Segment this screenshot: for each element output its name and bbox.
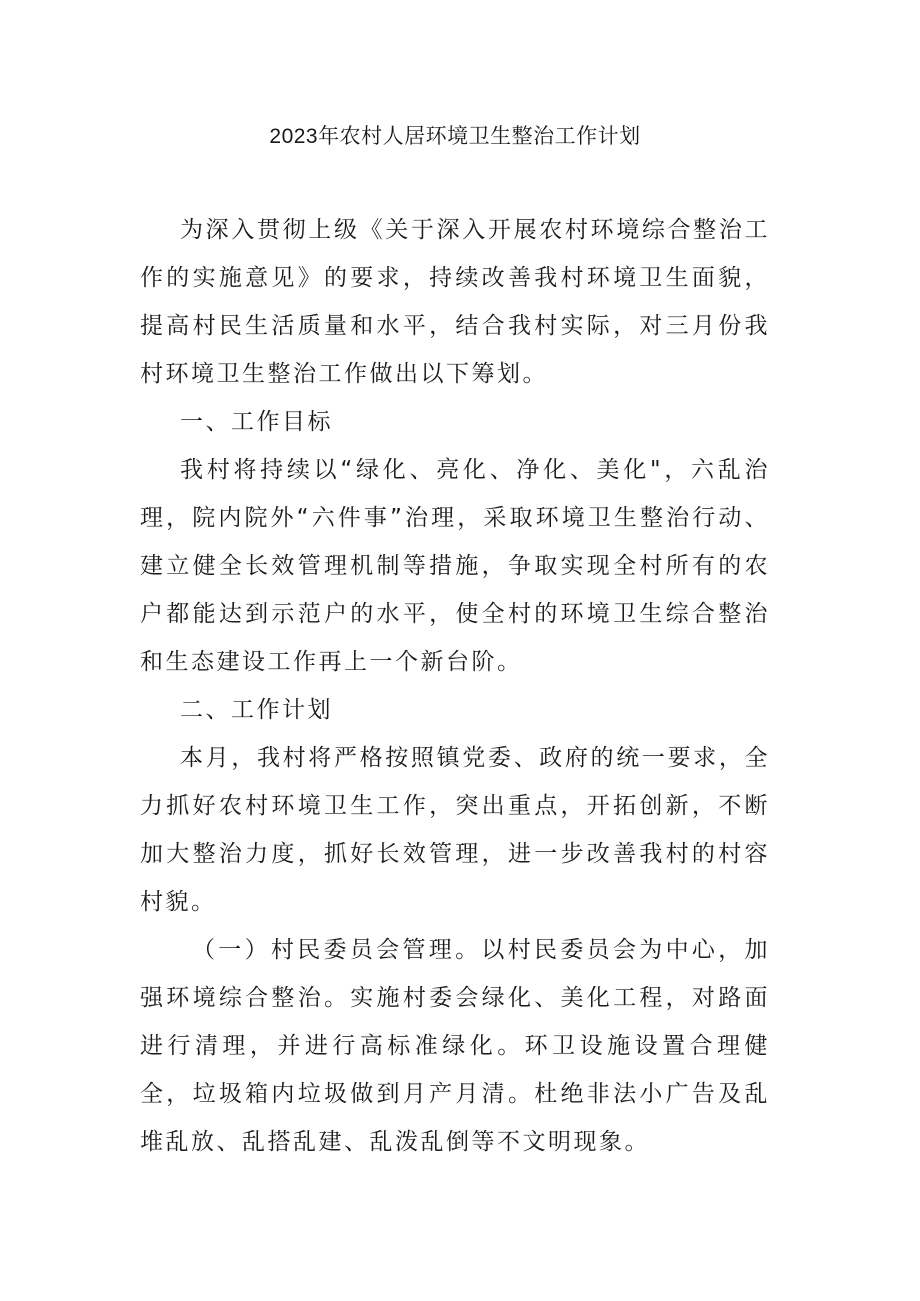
plan-item-1-paragraph: （一）村民委员会管理。以村民委员会为中心，加强环境综合整治。实施村委会绿化、美化工程，对路面进行清理，并进行高标准绿化。环卫设施设置合理健全，垃圾箱内垃圾做到月产月清。杜绝非法小广告及乱堆乱放、乱搭乱建、乱泼乱倒等不文明现象。: [140, 937, 770, 1155]
plan-paragraph: 本月，我村将严格按照镇党委、政府的统一要求，全力抓好农村环境卫生工作，突出重点，开拓创新，不断加大整治力度，抓好长效管理，进一步改善我村的村容村貌。: [140, 745, 770, 915]
document-title: 2023年农村人居环境卫生整治工作计划: [269, 125, 641, 148]
intro-paragraph: 为深入贯彻上级《关于深入开展农村环境综合整治工作的实施意见》的要求，持续改善我村环境卫生面貌，提高村民生活质量和水平，结合我村实际，对三月份我村环境卫生整治工作做出以下筹划。: [140, 217, 770, 387]
section-heading-plan: 二、工作计划: [180, 697, 333, 723]
section-heading-goals: 一、工作目标: [180, 409, 333, 435]
goals-paragraph: 我村将持续以“绿化、亮化、净化、美化"，六乱治理，院内院外“六件事”治理，采取环境卫生整治行动、建立健全长效管理机制等措施，争取实现全村所有的农户都能达到示范户的水平，使全村的环境卫生综合整治和生态建设工作再上一个新台阶。: [140, 457, 770, 675]
document-body: [140, 206, 770, 1166]
